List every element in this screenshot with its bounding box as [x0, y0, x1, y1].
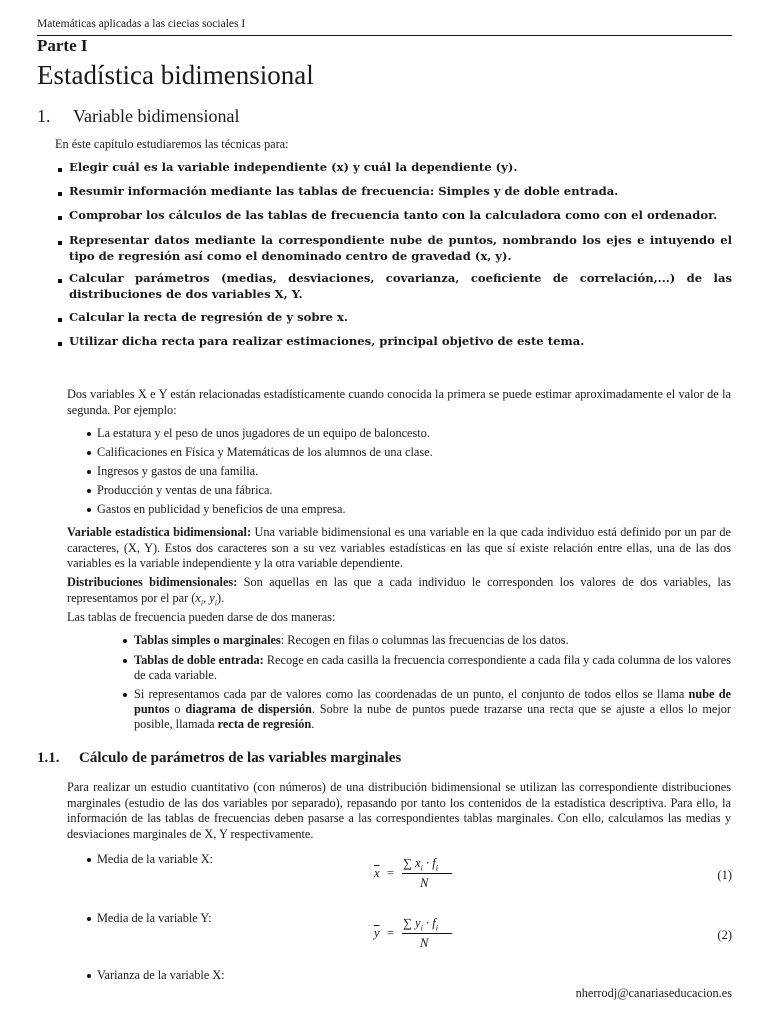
formula-numerator: [403, 856, 438, 873]
text: .: [311, 717, 315, 731]
term: Tablas simples o marginales: [134, 633, 281, 647]
numerator-tail: · f: [422, 856, 436, 870]
bullet-dot-icon: [87, 451, 91, 455]
fraction-bar: [402, 933, 452, 934]
definition-text: Una variable bidimensional es una variable en la que cada individuo está definido por un par de caracteres, (X, Y). Estos dos caracteres son a su vez variables estadísticas en las que sí existe relación entre ellas, una de las dos variables es la variable independiente y la otra variable dependiente.: [67, 525, 731, 570]
formula-numerator: [403, 916, 438, 933]
text: . Sobre la nube de puntos puede trazarse una recta que se ajuste a ellos lo mejor posible, llamada: [134, 702, 732, 731]
square-bullet-icon: [58, 192, 62, 196]
equals-sign: =: [387, 926, 395, 940]
description: : Recogen en filas o columnas las frecuencias de los datos.: [280, 633, 569, 647]
subsection-title: Cálculo de parámetros de las variables marginales: [79, 750, 402, 766]
text: o: [169, 702, 186, 716]
bullet-dot-icon: [87, 917, 91, 921]
document-page: [37, 0, 732, 1024]
section-title: Variable bidimensional: [73, 106, 240, 126]
equation-number: (1): [717, 868, 732, 882]
square-bullet-icon: [58, 342, 62, 346]
square-bullet-icon: [58, 279, 62, 283]
bullet-dot-icon: [123, 693, 127, 697]
table-type-simple: [134, 633, 731, 648]
related-paragraph: Dos variables X e Y están relacionadas estadísticamente cuando conocida la primera se puede estimar aproximadamente el valor de la segunda. Por ejemplo:: [67, 387, 731, 417]
term: nube de puntos: [134, 687, 731, 716]
definition-term: Variable estadística bidimensional:: [67, 525, 252, 539]
bullet-dot-icon: [87, 974, 91, 978]
objective-item: Calcular la recta de regresión de y sobre x.: [69, 310, 348, 324]
objective-item: Calcular parámetros (medias, desviaciones, covarianza, coeficiente de correlación,...) de las distribuciones de dos variables X, Y.: [69, 271, 732, 301]
section-number: 1.: [37, 106, 51, 126]
example-item: La estatura y el peso de unos jugadores de un equipo de baloncesto.: [97, 426, 430, 440]
numerator-sub: i: [420, 863, 423, 873]
formula-lhs: $\overline{y}$: [374, 926, 380, 940]
numerator-tail-sub: i: [435, 863, 438, 873]
table-type-double: [134, 653, 731, 683]
pair-notation: ($x_i$, $y_i$).: [191, 590, 225, 607]
description: Recoge en cada casilla la frecuencia correspondiente a cada fila y cada columna de los valores de cada variable.: [134, 653, 731, 682]
bullet-dot-icon: [87, 489, 91, 493]
bullet-dot-icon: [123, 659, 127, 663]
example-item: Producción y ventas de una fábrica.: [97, 483, 273, 497]
objective-item: Resumir información mediante las tablas de frecuencia: Simples y de doble entrada.: [69, 184, 619, 198]
term: Tablas de doble entrada:: [134, 653, 264, 667]
definition-variable: [67, 525, 731, 572]
footer-email: nherrodj@canariaseducacion.es: [575, 986, 732, 1000]
numerator-main: ∑ x: [403, 856, 421, 870]
equals-sign: =: [387, 866, 395, 880]
equation-number: (2): [717, 928, 732, 942]
objective-item: Representar datos mediante la correspondiente nube de puntos, nombrando los ejes e intuyendo el tipo de regresión así como el denominado centro de gravedad (x, y).: [69, 233, 732, 263]
objective-item: Elegir cuál es la variable independiente (x) y cuál la dependiente (y).: [69, 160, 518, 174]
objective-item: Comprobar los cálculos de las tablas de frecuencia tanto con la calculadora como con el ordenador.: [69, 208, 718, 222]
example-item: Gastos en publicidad y beneficios de una empresa.: [97, 502, 346, 516]
numerator-tail: · f: [422, 916, 436, 930]
bullet-dot-icon: [87, 432, 91, 436]
formula-lhs: $\overline{x}$: [374, 866, 380, 880]
formula-label: Varianza de la variable X:: [97, 968, 225, 982]
part-heading: Parte I: [37, 36, 88, 55]
subsection-heading: [37, 750, 401, 767]
definition-distributions: [67, 575, 731, 610]
running-header: Matemáticas aplicadas a las ciecias sociales I: [37, 18, 246, 30]
numerator-main: ∑ y: [403, 916, 421, 930]
bullet-dot-icon: [87, 858, 91, 862]
definition-term: Distribuciones bidimensionales:: [67, 575, 238, 589]
objective-item: Utilizar dicha recta para realizar estimaciones, principal objetivo de este tema.: [69, 334, 585, 348]
square-bullet-icon: [58, 216, 62, 220]
square-bullet-icon: [58, 318, 62, 322]
text: Si representamos cada par de valores como las coordenadas de un punto, el conjunto de todos ellos se llama: [134, 687, 689, 701]
numerator-tail-sub: i: [435, 923, 438, 933]
square-bullet-icon: [58, 241, 62, 245]
numerator-sub: i: [420, 923, 423, 933]
chapter-title: Estadística bidimensional: [37, 60, 314, 90]
bullet-dot-icon: [87, 508, 91, 512]
formula-denominator: N: [420, 876, 429, 890]
header-rule: [37, 35, 732, 36]
fraction-bar: [402, 873, 452, 874]
bullet-dot-icon: [123, 639, 127, 643]
term: diagrama de dispersión: [185, 702, 312, 716]
section-heading: [37, 106, 239, 127]
example-item: Calificaciones en Física y Matemáticas de los alumnos de una clase.: [97, 445, 433, 459]
formula-label: Media de la variable Y:: [97, 911, 212, 925]
marginal-paragraph: Para realizar un estudio cuantitativo (con números) de una distribución bidimensional se utilizan las correspondiente distribuciones marginales (estudio de las dos variables por separado), repasando por tanto los contenidos de la estadística descriptiva. Para ello, la información de las tablas de frecuencias deben pasarse a las correspondientes tablas marginales. Con ello, calculamos las medias y desviaciones marginales de X, Y respectivamente.: [67, 780, 731, 841]
square-bullet-icon: [58, 168, 62, 172]
tables-intro: Las tablas de frecuencia pueden darse de dos maneras:: [67, 610, 336, 624]
scatter-item: [134, 687, 731, 732]
formula-denominator: N: [420, 936, 429, 950]
bullet-dot-icon: [87, 470, 91, 474]
definition-text: Son aquellas en las que a cada individuo le corresponden los valores de dos variables, las representamos por el par: [67, 575, 731, 605]
subsection-number: 1.1.: [37, 750, 60, 766]
term: recta de regresión: [217, 717, 312, 731]
formula-label: Media de la variable X:: [97, 852, 214, 866]
intro-paragraph: En éste capítulo estudiaremos las técnicas para:: [55, 137, 289, 151]
example-item: Ingresos y gastos de una familia.: [97, 464, 259, 478]
